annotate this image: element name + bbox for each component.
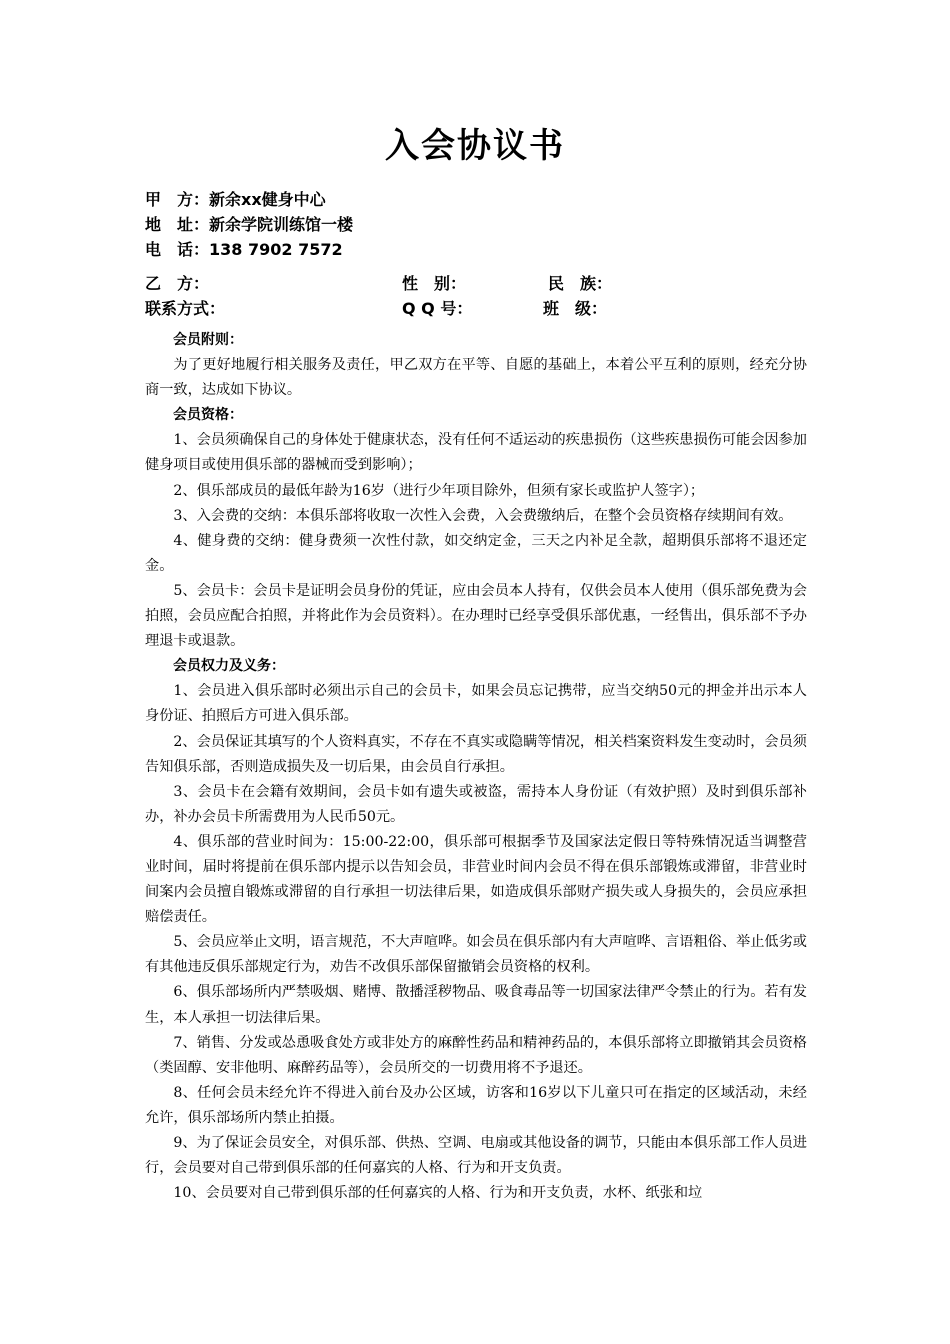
paragraph: 2、俱乐部成员的最低年龄为16岁（进行少年项目除外，但须有家长或监护人签字）； bbox=[173, 482, 705, 499]
section-heading: 会员资格： bbox=[173, 407, 243, 424]
party-a-address: 地 址：新余学院训练馆一楼 bbox=[145, 215, 354, 234]
paragraph: 1、会员须确保自己的身体处于健康状态，没有任何不适运动的疾患损伤（这些疾患损伤可能会因参加健身项目或使用俱乐部的器械而受到影响）； bbox=[145, 432, 807, 474]
gender-label: 性 别： bbox=[402, 274, 467, 293]
paragraph: 3、入会费的交纳：本俱乐部将收取一次性入会费，入会费缴纳后，在整个会员资格存续期间有效。 bbox=[173, 507, 793, 524]
party-a-phone: 电 话：138 7902 7572 bbox=[145, 240, 343, 259]
section-heading: 会员权力及义务： bbox=[173, 658, 285, 675]
party-b-row-2 bbox=[145, 296, 845, 318]
paragraph: 2、会员保证其填写的个人资料真实，不存在不真实或隐瞒等情况，相关档案资料发生变动时，会员须告知俱乐部，否则造成损失及一切后果，由会员自行承担。 bbox=[145, 733, 807, 775]
paragraph: 4、健身费的交纳：健身费须一次性付款，如交纳定金，三天之内补足全款，超期俱乐部将不退还定金。 bbox=[145, 532, 807, 574]
paragraph: 9、为了保证会员安全，对俱乐部、供热、空调、电扇或其他设备的调节，只能由本俱乐部工作人员进行，会员要对自己带到俱乐部的任何嘉宾的人格、行为和开支负责。 bbox=[145, 1135, 807, 1177]
paragraph: 4、俱乐部的营业时间为：15:00-22:00，俱乐部可根据季节及国家法定假日等特殊情况适当调整营业时间，届时将提前在俱乐部内提示以告知会员，非营业时间内会员不得在俱乐部锻炼或滞留，非营业时间案内会员擅自锻炼或滞留的自行承担一切法律后果，如造成俱乐部财产损失或人身损失的，会员应承担赔偿责任。 bbox=[145, 833, 807, 926]
paragraph: 3、会员卡在会籍有效期间，会员卡如有遗失或被盗，需持本人身份证（有效护照）及时到俱乐部补办，补办会员卡所需费用为人民币50元。 bbox=[145, 783, 807, 825]
paragraph: 10、会员要对自己带到俱乐部的任何嘉宾的人格、行为和开支负责，水杯、纸张和垃 bbox=[173, 1185, 703, 1202]
page-title: 入会协议书 bbox=[385, 126, 565, 166]
section-heading: 会员附则： bbox=[173, 332, 243, 348]
paragraph: 6、俱乐部场所内严禁吸烟、赌博、散播淫秽物品、吸食毒品等一切国家法律严令禁止的行为。若有发生，本人承担一切法律后果。 bbox=[145, 984, 807, 1026]
paragraph: 5、会员应举止文明，语言规范，不大声喧哗。如会员在俱乐部内有大声喧哗、言语粗俗、举止低劣或有其他违反俱乐部规定行为，劝告不改俱乐部保留撤销会员资格的权利。 bbox=[145, 934, 807, 976]
ethnicity-label: 民 族： bbox=[548, 274, 613, 293]
agreement-body bbox=[145, 328, 807, 1206]
paragraph: 为了更好地履行相关服务及责任，甲乙双方在平等、自愿的基础上，本着公平互利的原则，经充分协商一致，达成如下协议。 bbox=[145, 357, 807, 399]
paragraph: 1、会员进入俱乐部时必须出示自己的会员卡，如果会员忘记携带，应当交纳50元的押金并出示本人身份证、拍照后方可进入俱乐部。 bbox=[145, 683, 807, 725]
party-a-name: 甲 方：新余xx健身中心 bbox=[145, 190, 326, 209]
qq-label: Q Q 号： bbox=[402, 299, 473, 318]
contact-label: 联系方式： bbox=[145, 299, 226, 318]
paragraph: 7、销售、分发或怂恿吸食处方或非处方的麻醉性药品和精神药品的，本俱乐部将立即撤销其会员资格（类固醇、安非他明、麻醉药品等），会员所交的一切费用将不予退还。 bbox=[145, 1034, 807, 1076]
party-b-name-label: 乙 方： bbox=[145, 274, 210, 293]
paragraph: 8、任何会员未经允许不得进入前台及办公区域，访客和16岁以下儿童只可在指定的区域活动，未经允许，俱乐部场所内禁止拍摄。 bbox=[145, 1084, 807, 1126]
paragraph: 5、会员卡：会员卡是证明会员身份的凭证，应由会员本人持有，仅供会员本人使用（俱乐部免费为会拍照，会员应配合拍照，并将此作为会员资料）。在办理时已经享受俱乐部优惠，一经售出，俱乐部不予办理退卡或退款。 bbox=[145, 582, 807, 650]
party-b-row-1 bbox=[145, 271, 845, 293]
class-label: 班 级： bbox=[543, 299, 608, 318]
